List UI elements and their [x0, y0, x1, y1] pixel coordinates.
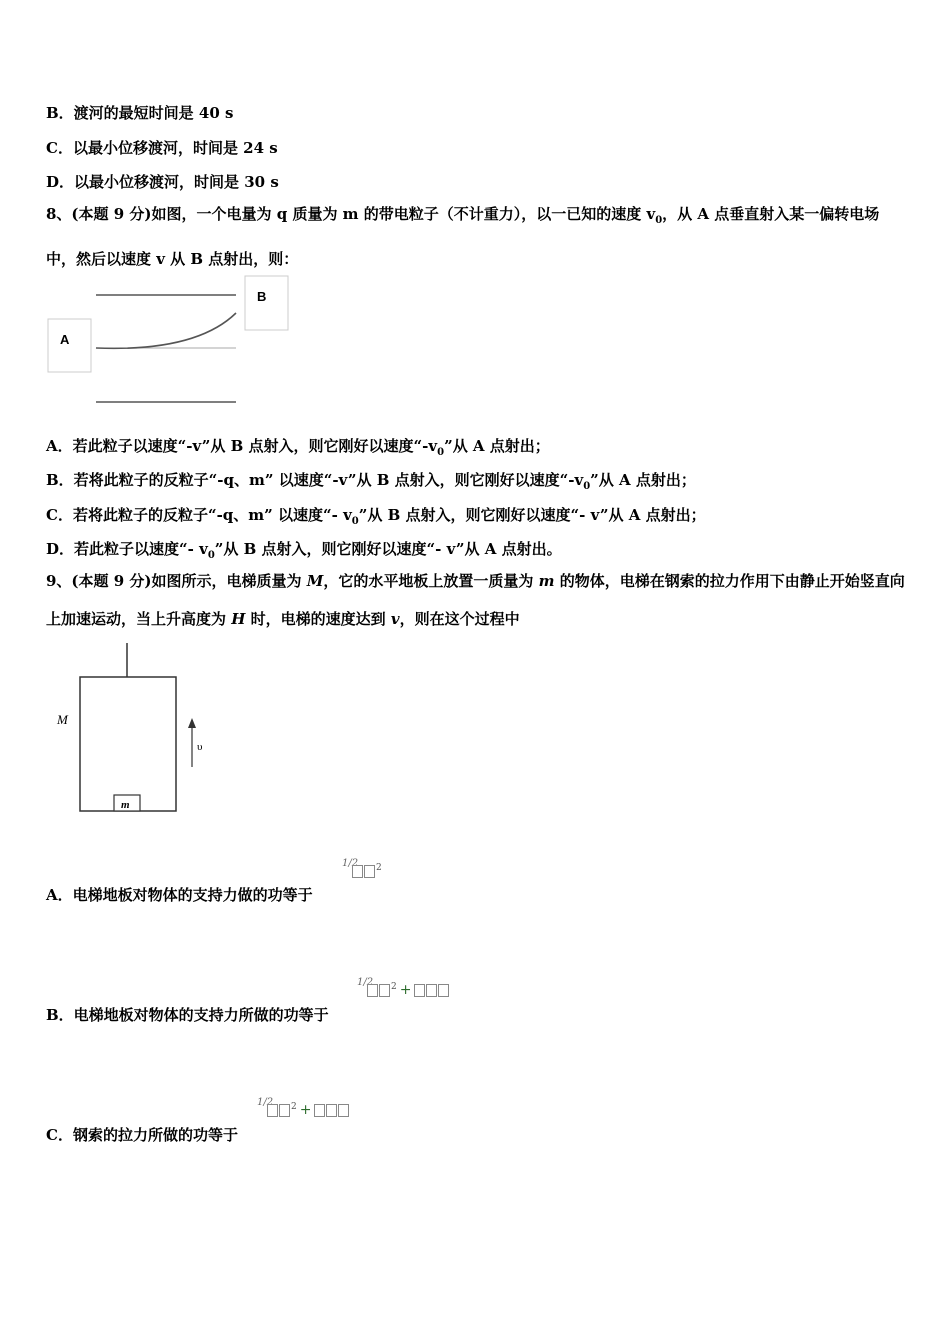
q8-stem-sub: 0 — [655, 215, 663, 226]
q9-stem-var-h: H — [231, 610, 246, 628]
q9-option-a-frac: 1/2 — [342, 858, 359, 869]
q9-option-b-sup: 2 — [391, 982, 397, 992]
q9-option-b-plus: + — [399, 982, 412, 999]
q9-option-c-frac: 1/2 — [257, 1097, 274, 1108]
q8-option-c-text-1: C．若将此粒子的反粒子“-q、m” 以速度“- v — [46, 506, 352, 524]
q9-stem-var-m-lower: m — [538, 572, 555, 590]
q9-label-m-lower: m — [121, 799, 130, 811]
q8-option-b — [46, 469, 696, 492]
q9-stem-text-1: 9、(本题 9 分)如图所示，电梯质量为 — [46, 572, 307, 590]
q8-option-c — [46, 504, 706, 527]
q8-option-b-text-1: B．若将此粒子的反粒子“-q、m” 以速度“-v”从 B 点射入，则它刚好以速度“-v — [46, 471, 584, 489]
q8-option-a — [46, 435, 550, 458]
q8-label-a: A — [60, 332, 70, 347]
q8-option-d — [46, 538, 562, 561]
q8-label-b: B — [257, 289, 267, 304]
q8-option-d-text-1: D．若此粒子以速度“- v — [46, 540, 208, 558]
q9-option-b-glyph-4 — [426, 984, 437, 997]
q8-box-a — [48, 319, 91, 372]
q9-option-a: A．电梯地板对物体的支持力做的功等于 — [46, 886, 313, 904]
q9-stem-text-2: ，它的水平地板上放置一质量为 — [323, 572, 539, 590]
q9-option-b-glyph-1 — [367, 984, 378, 997]
q8-option-a-sub: 0 — [437, 447, 445, 458]
q9-option-c-glyph-4 — [326, 1104, 337, 1117]
q9-stem-var-m-upper: M — [306, 572, 324, 590]
q9-option-a-sup: 2 — [376, 863, 382, 873]
q9-label-m-upper: M — [57, 712, 68, 727]
q8-stem-text-2: ，从 A 点垂直射入某一偏转电场中，然后以速度 v 从 B 点射出，则： — [46, 205, 880, 268]
q8-option-c-sub: 0 — [351, 516, 359, 527]
q9-option-c-glyph-2 — [279, 1104, 290, 1117]
q8-option-c-text-2: ”从 B 点射入，则它刚好以速度“- v”从 A 点射出； — [358, 506, 706, 524]
q8-stem-text-1: 8、(本题 9 分)如图，一个电量为 q 质量为 m 的带电粒子（不计重力），以一已知的速度 v — [46, 205, 656, 223]
q9-option-b-glyph-2 — [379, 984, 390, 997]
q8-option-d-text-2: ”从 B 点射入，则它刚好以速度“- v”从 A 点射出。 — [214, 540, 562, 558]
q9-option-a-glyph-1 — [352, 865, 363, 878]
q8-option-b-sub: 0 — [583, 481, 591, 492]
q9-elevator-figure — [46, 640, 226, 820]
q9-option-c-glyph-5 — [338, 1104, 349, 1117]
q8-option-a-text-1: A．若此粒子以速度“-v”从 B 点射入，则它刚好以速度“-v — [46, 437, 438, 455]
q9-option-c: C．钢索的拉力所做的功等于 — [46, 1126, 238, 1144]
q9-elevator-cabin — [80, 677, 176, 811]
q9-option-c-glyph-3 — [314, 1104, 325, 1117]
q8-stem — [46, 195, 908, 278]
q9-velocity-arrow-icon — [188, 718, 196, 728]
q7-option-c: C．以最小位移渡河，时间是 24 s — [46, 139, 278, 157]
q8-trajectory — [96, 313, 236, 348]
q9-option-c-sup: 2 — [291, 1102, 297, 1112]
q9-option-b-glyph-5 — [438, 984, 449, 997]
q8-option-b-text-2: ”从 A 点射出； — [590, 471, 696, 489]
q9-stem-text-5: ，则在这个过程中 — [399, 610, 520, 628]
q8-option-a-text-2: ”从 A 点射出； — [444, 437, 550, 455]
q9-option-b: B．电梯地板对物体的支持力所做的功等于 — [46, 1006, 329, 1024]
q9-option-c-plus: + — [299, 1102, 312, 1119]
q7-option-d: D．以最小位移渡河，时间是 30 s — [46, 173, 279, 191]
q9-stem-text-3: 的物体，电梯在钢索的拉力作用下由静止开始竖直向上加速运动，当上升高度为 — [46, 572, 905, 628]
q9-option-a-glyph-2 — [364, 865, 375, 878]
q9-option-c-glyph-1 — [267, 1104, 278, 1117]
q9-stem-var-v: v — [390, 610, 400, 628]
q9-option-b-frac: 1/2 — [357, 977, 374, 988]
q9-label-v: υ — [197, 741, 203, 753]
q9-stem-text-4: 时，电梯的速度达到 — [245, 610, 391, 628]
q7-option-b: B．渡河的最短时间是 40 s — [46, 104, 234, 122]
q8-box-b — [245, 276, 288, 330]
q8-option-d-sub: 0 — [207, 550, 215, 561]
q9-option-b-glyph-3 — [414, 984, 425, 997]
q8-deflection-field-figure — [46, 272, 296, 412]
q9-stem — [46, 562, 908, 638]
